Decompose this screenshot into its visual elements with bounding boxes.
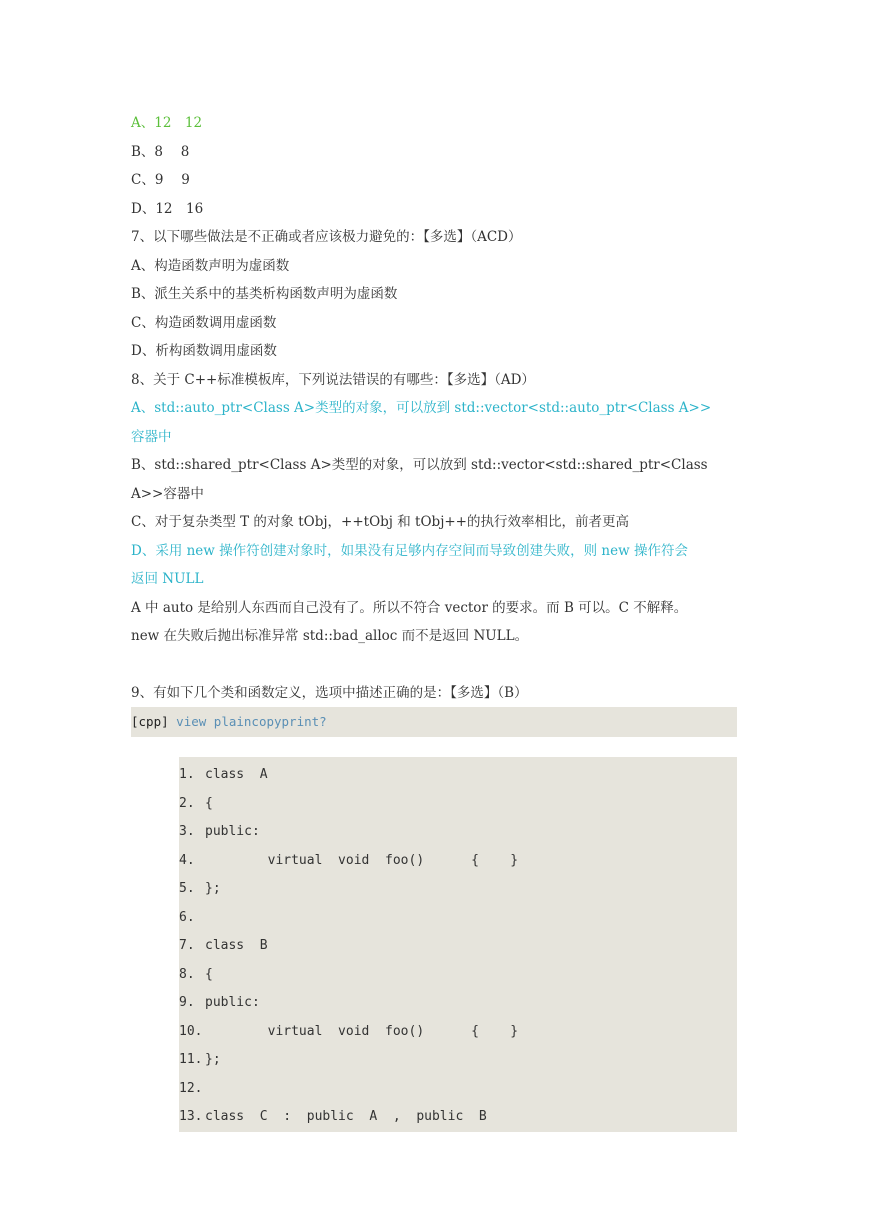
code-text: class A <box>205 767 268 782</box>
option-line: A、构造函数声明为虚函数 <box>131 257 290 274</box>
option-line: D、采用 new 操作符创建对象时，如果没有足够内存空间而导致创建失败，则 new 操作符会 <box>131 542 688 559</box>
code-text: { <box>205 795 213 811</box>
code-line <box>179 904 737 933</box>
question-7-text: 7、以下哪些做法是不正确或者应该极力避免的：【多选】（ACD） <box>131 229 522 245</box>
code-line <box>179 818 737 847</box>
option-line: D、12 16 <box>131 200 204 217</box>
option-line: A>>容器中 <box>131 485 204 502</box>
line-number: 2. <box>179 795 195 811</box>
option-line: C、构造函数调用虚函数 <box>131 314 277 331</box>
code-line <box>179 761 737 790</box>
question-6-options <box>131 109 737 223</box>
question-8 <box>131 366 737 651</box>
question-8-text: 8、关于 C++标准模板库，下列说法错误的有哪些：【多选】（AD） <box>131 371 535 388</box>
code-language-label: [cpp] <box>131 714 169 729</box>
code-line <box>179 847 737 876</box>
question-7-options <box>131 252 737 366</box>
line-number: 12. <box>179 1080 203 1096</box>
code-line <box>179 875 737 904</box>
code-text: }; <box>205 881 221 896</box>
line-number: 1. <box>179 767 195 782</box>
option-line: C、9 9 <box>131 172 190 188</box>
option-line: A、std::auto_ptr<Class A>类型的对象，可以放到 std::vector<std::auto_ptr<Class A>> <box>131 400 712 416</box>
code-text: { <box>205 966 213 982</box>
code-text: public: <box>205 824 260 839</box>
option-line: 容器中 <box>131 428 172 445</box>
option-line: D、析构函数调用虚函数 <box>131 343 277 359</box>
option-line: 返回 NULL <box>131 571 204 587</box>
question-8-options <box>131 394 737 594</box>
option-line: B、std::shared_ptr<Class A>类型的对象，可以放到 std::vector<std::shared_ptr<Class <box>131 457 708 473</box>
line-number: 4. <box>179 852 195 868</box>
option-line: A、12 12 <box>131 115 203 131</box>
code-line <box>179 1103 737 1132</box>
code-toolbar <box>131 707 737 737</box>
option-line: B、8 8 <box>131 143 190 160</box>
line-number: 3. <box>179 824 195 839</box>
line-number: 11. <box>179 1052 203 1067</box>
line-number: 8. <box>179 966 195 982</box>
line-number: 6. <box>179 909 195 925</box>
code-line <box>179 932 737 961</box>
code-text: class C : public A , public B <box>205 1109 487 1124</box>
code-line <box>179 961 737 990</box>
question-7 <box>131 223 737 366</box>
code-line <box>179 1018 737 1047</box>
code-text: public: <box>205 995 260 1010</box>
document-page <box>131 109 737 1132</box>
line-number: 5. <box>179 881 195 896</box>
code-text: virtual void foo() { } <box>205 852 519 868</box>
line-number: 9. <box>179 995 195 1010</box>
code-text: virtual void foo() { } <box>205 1023 519 1039</box>
code-text: }; <box>205 1052 221 1067</box>
line-number: 7. <box>179 938 195 953</box>
code-line <box>179 790 737 819</box>
option-line: C、对于复杂类型 T 的对象 tObj，++tObj 和 tObj++的执行效率相比，前者更高 <box>131 514 629 530</box>
code-block <box>179 757 737 1132</box>
question-9-text: 9、有如下几个类和函数定义，选项中描述正确的是：【多选】（B） <box>131 684 528 701</box>
explanation-line: new 在失败后抛出标准异常 std::bad_alloc 而不是返回 NULL。 <box>131 628 529 644</box>
question-9 <box>131 679 737 1132</box>
question-8-explanation <box>131 594 737 651</box>
code-line <box>179 1046 737 1075</box>
option-line: B、派生关系中的基类析构函数声明为虚函数 <box>131 286 398 302</box>
code-toolbar-links[interactable]: view plaincopyprint? <box>176 714 327 729</box>
explanation-line: A 中 auto 是给别人东西而自己没有了。所以不符合 vector 的要求。而 B 可以。C 不解释。 <box>131 599 688 616</box>
line-number: 10. <box>179 1023 203 1039</box>
code-line <box>179 989 737 1018</box>
code-line <box>179 1075 737 1104</box>
code-text: class B <box>205 938 268 953</box>
line-number: 13. <box>179 1109 203 1124</box>
